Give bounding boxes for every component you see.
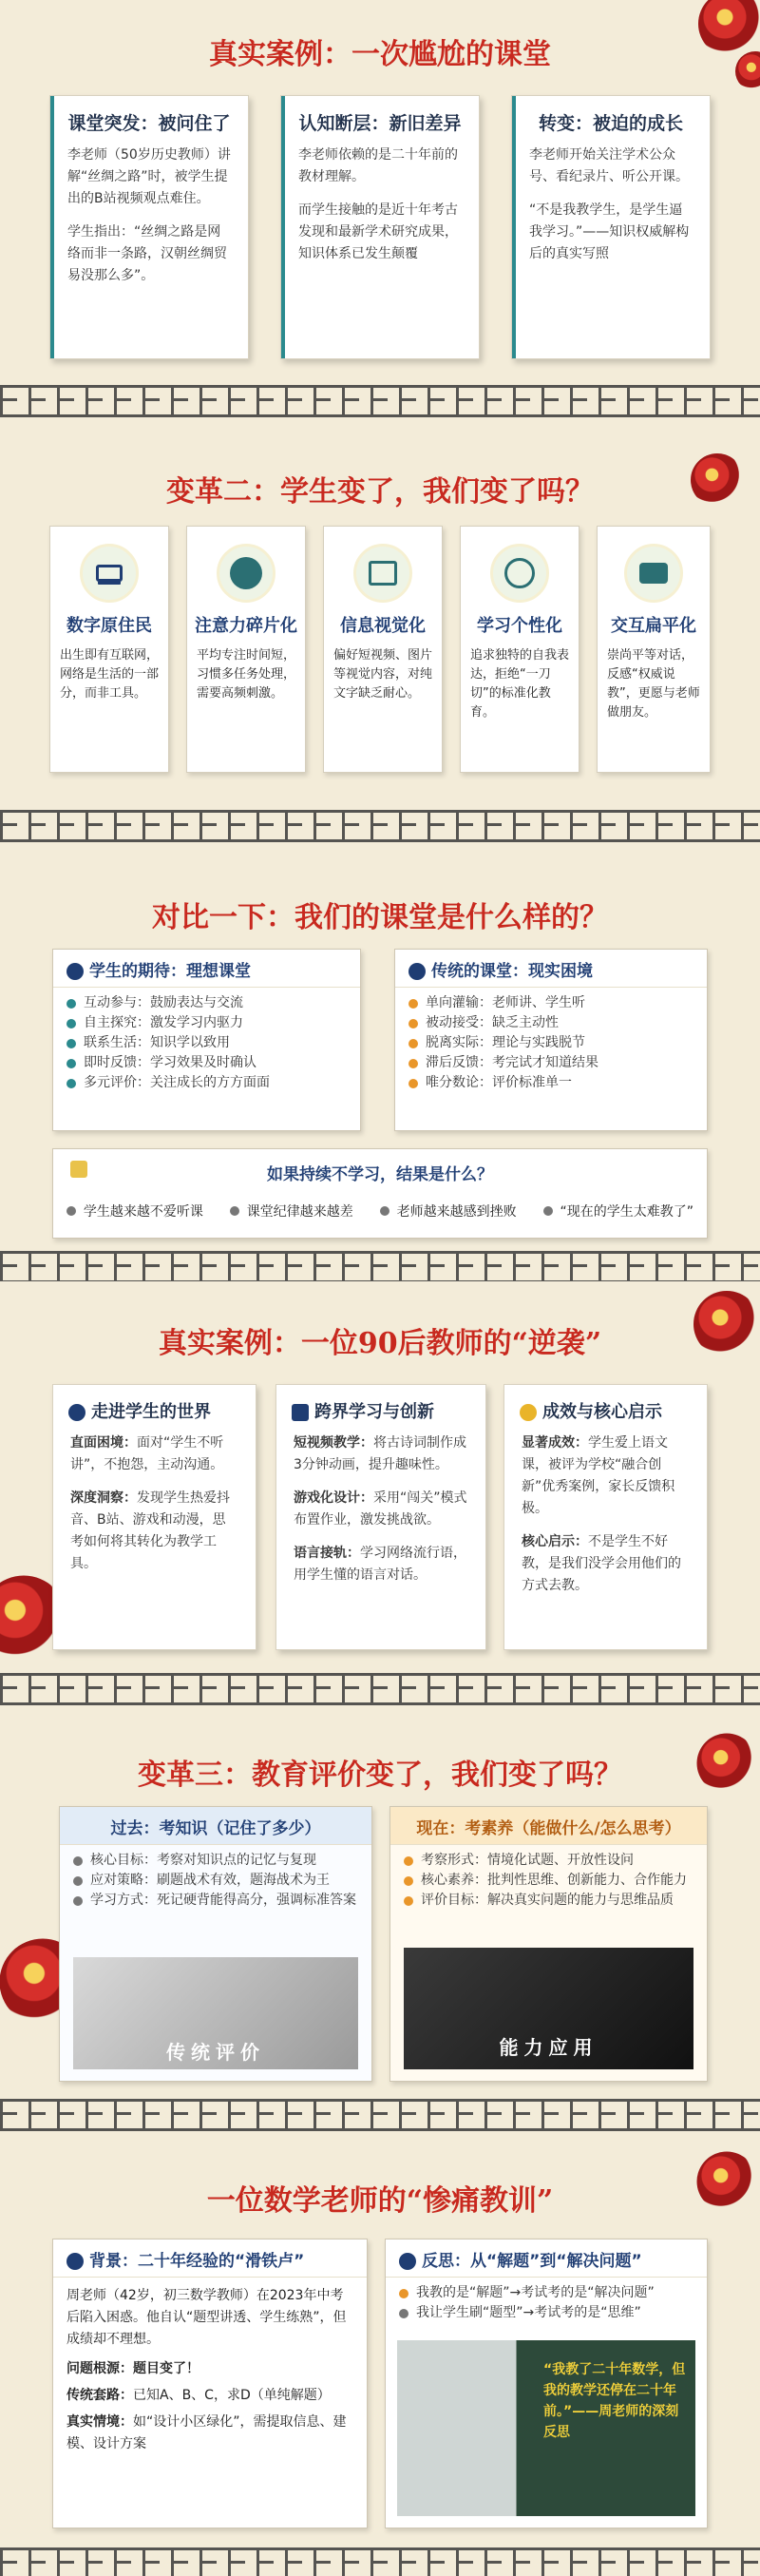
- trait-text: 崇尚平等对话，反感“权威说教”，更愿与老师做朋友。: [607, 648, 700, 720]
- case-card: [276, 1384, 486, 1650]
- teacher-quote: “我教了二十年数学，但我的教学还停在二十年前。”——周老师的深刻反思: [543, 2362, 686, 2440]
- list-item: 核心目标：考察对知识点的记忆与复现: [73, 1851, 358, 1871]
- consequence-panel: [52, 1148, 708, 1239]
- panel-heading: 背景：二十年经验的“滑铁卢”: [89, 2252, 305, 2271]
- card-item: 短视频教学：将古诗词制作成3分钟动画，提升趣味性。: [294, 1435, 466, 1472]
- list-item: 考察形式：情境化试题、开放性设问: [404, 1851, 694, 1871]
- lattice-border: [0, 385, 760, 417]
- background-panel: [52, 2239, 368, 2528]
- trait-text: 追求独特的自我表达，拒绝“一刀切”的标准化教育。: [470, 648, 570, 720]
- case-card: [52, 1384, 256, 1650]
- present-evaluation-panel: [390, 1806, 708, 2082]
- trait-heading: 交互扁平化: [611, 616, 696, 636]
- lattice-border: [0, 2547, 760, 2576]
- list-item: 脱离实际：理论与实践脱节: [408, 1033, 694, 1053]
- consequence-item: 学生越来越不爱听课: [66, 1201, 203, 1221]
- consequence-heading: 如果持续不学习，结果是什么？: [267, 1165, 493, 1184]
- section-title: 对比一下：我们的课堂是什么样的？: [152, 901, 608, 934]
- list-item: 学习方式：死记硬背能得高分，强调标准答案: [73, 1891, 358, 1911]
- warning-icon: [70, 1161, 87, 1178]
- trophy-icon: [520, 1404, 537, 1421]
- card-text: 李老师依赖的是二十年前的教材理解。: [298, 147, 458, 184]
- reality-panel: [394, 949, 708, 1131]
- lattice-border: [0, 810, 760, 842]
- expectation-panel: [52, 949, 361, 1131]
- user-icon: [68, 1404, 86, 1421]
- teacher-photo: [397, 2340, 695, 2516]
- image-icon: [353, 544, 412, 603]
- person-icon: [490, 544, 549, 603]
- reflection-panel: [385, 2239, 708, 2528]
- list-item: 应对策略：刷题战术有效，题海战术为王: [73, 1871, 358, 1891]
- list-item: 我教的是“解题”→考试考的是“解决问题”: [399, 2283, 694, 2303]
- panel-heading: 过去：考知识（记住了多少）: [60, 1807, 371, 1845]
- section-math-teacher-case: [0, 2139, 760, 2576]
- section-real-case-1: [0, 0, 760, 428]
- card-heading: 跨界学习与创新: [314, 1402, 434, 1422]
- ability-application-image: 能力应用: [404, 1948, 694, 2069]
- user-icon: [66, 2253, 84, 2270]
- panel-heading: 学生的期待：理想课堂: [89, 962, 251, 981]
- laptop-icon: [80, 544, 139, 603]
- trait-text: 平均专注时间短，习惯多任务处理，需要高频刺激。: [197, 648, 296, 701]
- panel-heading: 传统的课堂：现实困境: [431, 962, 593, 981]
- list-item: 评价目标：解决真实问题的能力与思维品质: [404, 1891, 694, 1911]
- reality-list: [395, 988, 707, 1099]
- section-title: 变革三：教育评价变了，我们变了吗？: [138, 1759, 622, 1792]
- card-heading: 认知断层：新旧差异: [298, 113, 462, 134]
- card-text: “不是我教学生，是学生逼我学习。”——知识权威解构后的真实写照: [529, 202, 690, 261]
- list-item: 多元评价：关注成长的方方面面: [66, 1073, 347, 1093]
- trait-heading: 注意力碎片化: [195, 616, 297, 636]
- user-icon: [399, 2253, 416, 2270]
- card-heading: 成效与核心启示: [542, 1402, 662, 1422]
- list-item: 即时反馈：学习效果及时确认: [66, 1053, 347, 1073]
- section-title: 一位数学老师的“惨痛教训”: [206, 2184, 554, 2218]
- card-item: 深度洞察：发现学生热爱抖音、B站、游戏和动漫，思考如何将其转化为教学工具。: [70, 1490, 230, 1571]
- trait-heading: 数字原住民: [66, 616, 152, 636]
- trait-card: [460, 526, 580, 773]
- section-title: 变革二：学生变了，我们变了吗？: [166, 475, 594, 509]
- consequence-item: 课堂纪律越来越差: [230, 1201, 353, 1221]
- card-item: 语言接轨：学习网络流行语，用学生懂的语言对话。: [294, 1546, 466, 1583]
- trait-card: [597, 526, 711, 773]
- case-card: [280, 95, 480, 359]
- card-item: 直面困境：面对“学生不听讲”，不抱怨，主动沟通。: [70, 1435, 224, 1472]
- background-item: 传统套路：已知A、B、C，求D（单纯解题）: [66, 2388, 331, 2403]
- trait-card: [186, 526, 306, 773]
- case-card: [49, 95, 249, 359]
- card-heading: 转变：被迫的成长: [538, 113, 683, 134]
- card-text: 李老师（50岁历史教师）讲解“丝绸之路”时，被学生提出的B站视频观点难住。: [67, 147, 231, 206]
- card-heading: 课堂突发：被问住了: [67, 113, 231, 134]
- devices-icon: [292, 1404, 309, 1421]
- list-item: 滞后反馈：考完试才知道结果: [408, 1053, 694, 1073]
- card-item: 游戏化设计：采用“闯关”模式布置作业，激发挑战欲。: [294, 1490, 467, 1528]
- list-item: 我让学生刷“题型”→考试考的是“思维”: [399, 2303, 694, 2323]
- user-icon: [408, 963, 426, 980]
- list-item: 唯分数论：评价标准单一: [408, 1073, 694, 1093]
- chat-icon: [624, 544, 683, 603]
- lattice-border: [0, 1673, 760, 1705]
- background-item: 真实情境：如“设计小区绿化”，需提取信息、建模、设计方案: [66, 2414, 347, 2451]
- section-reform-two: [0, 428, 760, 854]
- case-card: [511, 95, 711, 359]
- card-item: 显著成效：学生爱上语文课，被评为学校“融合创新”优秀案例，家长反馈积极。: [522, 1435, 675, 1516]
- trait-text: 偏好短视频、图片等视觉内容，对纯文字缺乏耐心。: [333, 648, 433, 701]
- trait-heading: 学习个性化: [477, 616, 562, 636]
- trait-heading: 信息视觉化: [340, 616, 426, 636]
- expectation-list: [53, 988, 360, 1099]
- lattice-border: [0, 1251, 760, 1281]
- list-item: 互动参与：鼓励表达与交流: [66, 993, 347, 1013]
- trait-card: [49, 526, 169, 773]
- card-heading: 走进学生的世界: [91, 1402, 211, 1422]
- section-comparison: [0, 854, 760, 1281]
- clock-icon: [217, 544, 276, 603]
- present-list: [390, 1845, 707, 1916]
- list-item: 被动接受：缺乏主动性: [408, 1013, 694, 1033]
- section-reform-three: [0, 1711, 760, 2139]
- list-item: 自主探究：激发学习内驱力: [66, 1013, 347, 1033]
- consequence-item: “现在的学生太难教了”: [543, 1201, 694, 1221]
- traditional-evaluation-image: 传统评价: [73, 1957, 358, 2069]
- trait-text: 出生即有互联网，网络是生活的一部分，而非工具。: [60, 648, 160, 701]
- past-list: [60, 1845, 371, 1916]
- background-item: 问题根源：题目变了！: [66, 2361, 200, 2376]
- past-evaluation-panel: [59, 1806, 372, 2082]
- list-item: 联系生活：知识学以致用: [66, 1033, 347, 1053]
- case-card: [504, 1384, 708, 1650]
- section-real-case-2: [0, 1281, 760, 1711]
- panel-heading: 反思：从“解题”到“解决问题”: [422, 2252, 642, 2271]
- list-item: 单向灌输：老师讲、学生听: [408, 993, 694, 1013]
- card-text: 学生指出：“丝绸之路是网络而非一条路，汉朝丝绸贸易没那么多”。: [67, 224, 227, 283]
- section-title: 真实案例：一位90后教师的“逆袭”: [158, 1327, 602, 1360]
- trait-card: [323, 526, 443, 773]
- background-text: 周老师（42岁，初三数学教师）在2023年中考后陷入困惑。他自认“题型讲透、学生练熟”，但成绩却不理想。: [66, 2288, 347, 2347]
- reflection-list: [386, 2278, 707, 2329]
- panel-heading: 现在：考素养（能做什么/怎么思考）: [390, 1807, 707, 1845]
- section-title: 真实案例：一次尴尬的课堂: [209, 38, 551, 71]
- lattice-border: [0, 2099, 760, 2131]
- list-item: 核心素养：批判性思维、创新能力、合作能力: [404, 1871, 694, 1891]
- card-text: 李老师开始关注学术公众号、看纪录片、听公开课。: [529, 147, 689, 184]
- card-text: 而学生接触的是近十年考古发现和最新学术研究成果，知识体系已发生颠覆: [298, 202, 458, 261]
- consequence-item: 老师越来越感到挫败: [380, 1201, 517, 1221]
- card-item: 核心启示：不是学生不好教，是我们没学会用他们的方式去教。: [522, 1534, 681, 1593]
- users-icon: [66, 963, 84, 980]
